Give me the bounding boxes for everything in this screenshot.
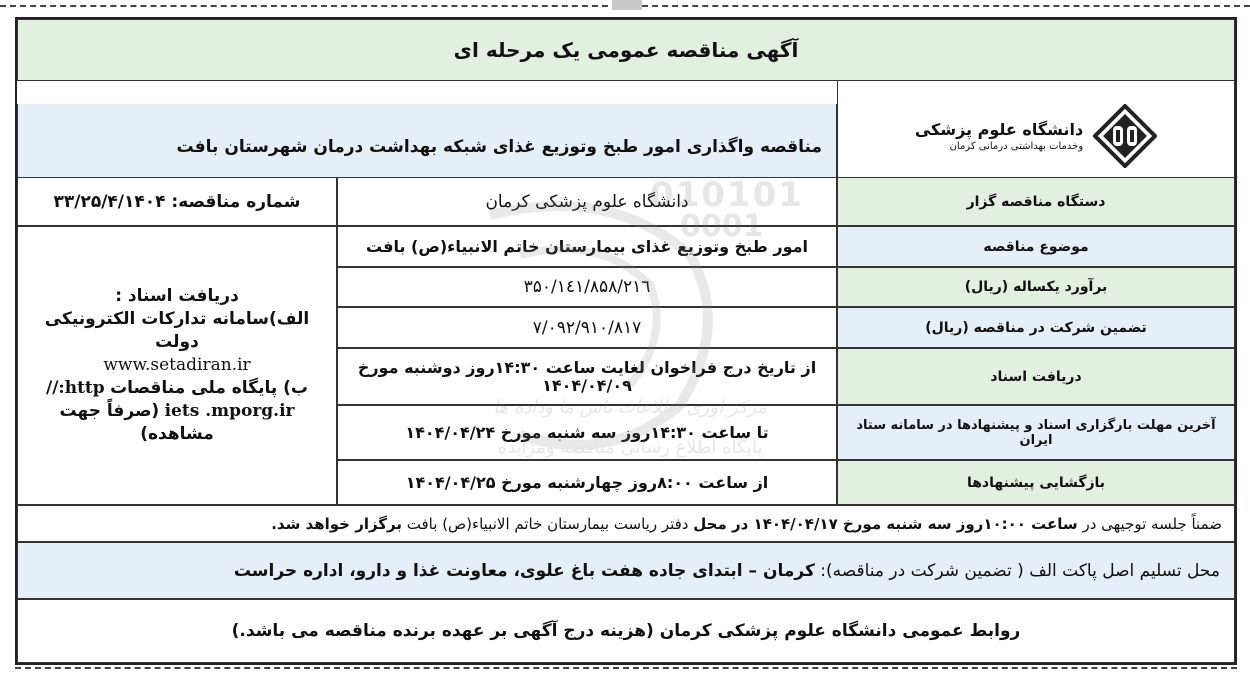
row-value-upload-deadline: تا ساعت ۱۴:۳۰روز سه شنبه مورخ ۱۴۰۴/۰۴/۲۴: [337, 405, 837, 460]
delivery-prefix: محل تسلیم اصل پاکت الف ( تضمین شرکت در مناقصه):: [820, 560, 1220, 581]
briefing-note-part1: ضمناً جلسه توجیهی در: [1082, 514, 1222, 533]
logo-block: [837, 81, 1235, 191]
university-emblem-icon: [1093, 104, 1157, 168]
documents-mporg-line: ب) پایگاه ملی مناقصات: [110, 377, 308, 398]
logo-university-subtitle: وخدمات بهداشتی درمانی کرمان: [949, 140, 1084, 152]
row-value-annual-estimate: ۱٤۱/۸۵۸/۲۱٦/۳۵۰: [337, 267, 837, 307]
tender-subject-line: مناقصه واگذاری امور طبخ وتوزیع غذای شبکه بهداشت درمان شهرستان بافت: [17, 104, 837, 191]
briefing-note-part4: برگزار خواهد شد.: [271, 514, 402, 533]
notice-title: آگهی مناقصه عمومی یک مرحله ای: [17, 19, 1235, 81]
row-label-bid-opening: بازگشایی پیشنهادها: [837, 460, 1235, 505]
row-label-upload-deadline: آخرین مهلت بارگزاری اسناد و پیشنهادها در سامانه ستاد ایران: [837, 405, 1235, 460]
briefing-note-part2: ساعت ۱۰:۰۰روز سه شنبه مورخ ۱۴۰۴/۰۴/۱۷ در محل: [693, 514, 1078, 533]
briefing-note: [17, 505, 1235, 542]
public-relations-footer: روابط عمومی دانشگاه علوم پزشکی کرمان (هزینه درج آگهی بر عهده برنده مناقصه می باشد.): [17, 599, 1235, 663]
documents-info-block: [17, 226, 337, 505]
row-label-subject: موضوع مناقصه: [837, 226, 1235, 267]
row-label-guarantee: تضمین شرکت در مناقصه (ریال): [837, 307, 1235, 348]
logo-university-name: دانشگاه علوم پزشکی: [914, 119, 1084, 139]
documents-setad-line-cont: دولت: [155, 332, 199, 353]
documents-setad-line: الف)سامانه تدارکات الکترونیکی: [44, 309, 310, 330]
tender-number: شماره مناقصه: ۳۳/۲۵/۴/۱۴۰۴: [17, 177, 337, 226]
row-value-document-receipt: از تاریخ درج فراخوان لغایت ساعت ۱۴:۳۰روز دوشنبه مورخ ۱۴۰۴/۰۴/۰۹: [337, 348, 837, 405]
tender-notice: [15, 17, 1237, 665]
bottom-dashed-separator: [15, 667, 1237, 669]
row-label-document-receipt: دریافت اسناد: [837, 348, 1235, 405]
view-only-note: (صرفاً جهت: [59, 400, 160, 421]
row-value-guarantee: ۷/۰۹۲/۹۱۰/۸۱۷: [337, 307, 837, 348]
view-only-note-cont: مشاهده): [140, 423, 214, 444]
briefing-note-part3: دفتر ریاست بیمارستان خاتم الانبیاء(ص) بافت: [406, 514, 689, 533]
row-value-subject: امور طبخ وتوزیع غذای بیمارستان خاتم الانبیاء(ص) بافت: [337, 226, 837, 267]
row-value-organizer: دانشگاه علوم پزشکی کرمان: [337, 177, 837, 226]
mporg-link-prefix[interactable]: http://: [46, 377, 105, 398]
row-label-organizer: دستگاه مناقصه گزار: [837, 177, 1235, 226]
row-value-bid-opening: از ساعت ۸:۰۰روز چهارشنبه مورخ ۱۴۰۴/۰۴/۲۵: [337, 460, 837, 505]
top-marker: [612, 0, 642, 10]
setadiran-link[interactable]: www.setadiran.ir: [103, 355, 251, 376]
delivery-address-text: کرمان – ابتدای جاده هفت باغ علوی، معاونت غذا و دارو، اداره حراست: [233, 560, 815, 581]
row-label-annual-estimate: برآورد یکساله (ریال): [837, 267, 1235, 307]
delivery-address: [17, 542, 1235, 599]
documents-heading: دریافت اسناد :: [115, 286, 239, 307]
mporg-link[interactable]: iets .mporg.ir: [164, 400, 295, 421]
